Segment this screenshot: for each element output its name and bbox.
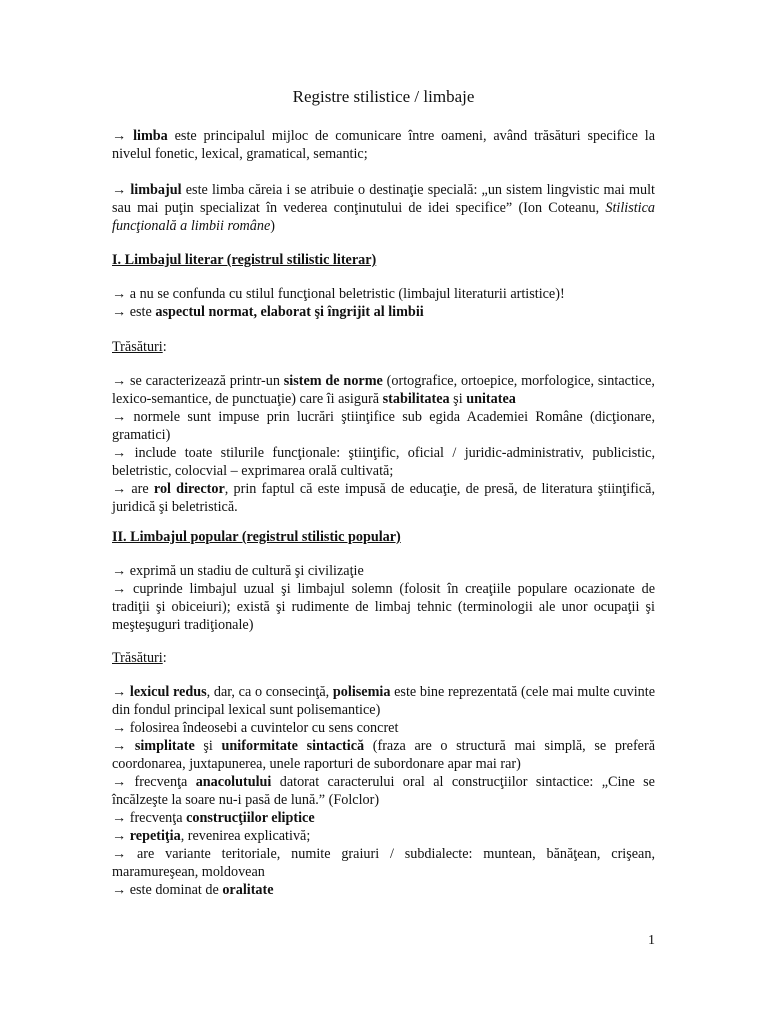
features-list-literar xyxy=(112,372,655,516)
list-item: → cuprinde limbajul uzual şi limbajul solemn (folosit în creaţiile populare ocazionate de tradiţii şi obiceiuri); există şi rudimente de limbaj tehnic (terminologii ale unor ocupaţii şi meşteşuguri tradiţionale) xyxy=(112,581,655,633)
arrow-icon: → xyxy=(112,182,131,198)
list-item: → frecvenţa anacolutului datorat caracterului oral al construcţiilor sintactice: „Cine se încălzeşte la soare nu-i pasă de lună.” (Folclor) xyxy=(112,774,655,808)
features-list-popular xyxy=(112,683,655,899)
list-item: → normele sunt impuse prin lucrări ştiinţifice sub egida Academiei Române (dicţionare, gramatici) xyxy=(112,409,655,443)
list-item: → lexicul redus, dar, ca o consecinţă, polisemia este bine reprezentată (cele mai multe cuvinte din fondul principal lexical sunt polisemantice) xyxy=(112,684,656,718)
list-item: → este aspectul normat, elaborat şi îngrijit al limbii xyxy=(112,304,424,320)
term-limbajul: limbajul xyxy=(130,182,182,198)
citation-title: Stilistica funcţională a limbii române xyxy=(112,200,655,234)
page-number: 1 xyxy=(648,933,655,948)
list-item: → include toate stilurile funcţionale: ştiinţific, oficial / juridic-administrativ, publicistic, beletristic, colocvial – exprimarea orală cultivată; xyxy=(112,445,655,479)
section-literar-intro xyxy=(112,285,655,321)
section-heading-literar: I. Limbajul literar (registrul stilistic literar) xyxy=(112,252,377,268)
section-heading-popular: II. Limbajul popular (registrul stilistic popular) xyxy=(112,529,401,545)
list-item: → simplitate şi uniformitate sintactică (fraza are o structură mai simplă, se preferă coordonarea, juxtapunerea, unele raporturi de subordonare apar mai rar) xyxy=(112,738,655,772)
list-item: → este dominat de oralitate xyxy=(112,882,274,898)
list-item: → folosirea îndeosebi a cuvintelor cu sens concret xyxy=(112,720,399,736)
section-popular-intro xyxy=(112,562,655,634)
features-label-popular: Trăsături: xyxy=(112,650,167,666)
intro-paragraph-limba: → limba este principalul mijloc de comunicare între oameni, având trăsături specifice la nivelul fonetic, lexical, gramatical, semantic; xyxy=(112,128,655,162)
list-item: → exprimă un stadiu de cultură şi civilizaţie xyxy=(112,563,364,579)
list-item: → a nu se confunda cu stilul funcţional beletristic (limbajul literaturii artistice)! xyxy=(112,286,565,302)
term-limba: limba xyxy=(133,128,168,144)
list-item: → se caracterizează printr-un sistem de norme (ortografice, ortoepice, morfologice, sintactice, lexico-semantice, de punctuaţie) care îi asigură stabilitatea şi unitatea xyxy=(112,373,655,407)
list-item: → are variante teritoriale, numite graiuri / subdialecte: muntean, bănăţean, crişean, maramureşean, moldovean xyxy=(112,846,655,880)
features-label-literar: Trăsături: xyxy=(112,339,167,355)
arrow-icon: → xyxy=(112,128,134,144)
list-item: → are rol director, prin faptul că este impusă de educaţie, de presă, de literatura ştiinţifică, juridică şi beletristică. xyxy=(112,481,655,515)
document-title: Registre stilistice / limbaje xyxy=(292,87,475,106)
list-item: → frecvenţa construcţiilor eliptice xyxy=(112,810,315,826)
list-item: → repetiţia, revenirea explicativă; xyxy=(112,828,311,844)
intro-paragraph-limbajul: → limbajul este limba căreia i se atribuie o destinaţie specială: „un sistem lingvistic mai mult sau mai puţin specializat în vederea conţinutului de idei specifice” (Ion Coteanu, Stilistica funcţională a limbii române) xyxy=(112,182,655,234)
